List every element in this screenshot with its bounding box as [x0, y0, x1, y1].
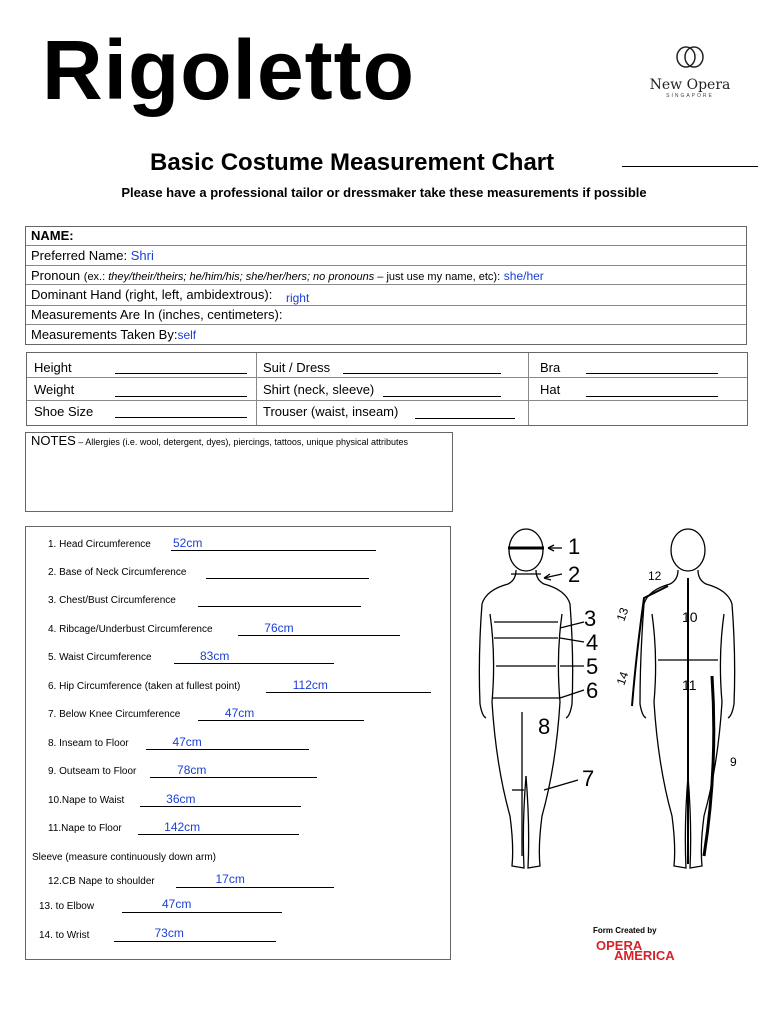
bra-field[interactable]	[586, 373, 718, 374]
measurement-value: 36cm	[166, 792, 196, 806]
measurement-field[interactable]	[150, 777, 317, 778]
measurement-field[interactable]	[198, 606, 361, 607]
pronoun-hint-post: – just use my name, etc):	[374, 271, 501, 283]
diagram-number-label: 5	[586, 654, 599, 679]
new-opera-mark-icon	[670, 42, 710, 72]
diagram-number-label: 1	[568, 534, 581, 559]
taken-by-row[interactable]	[26, 325, 746, 344]
shoe-size-field[interactable]	[115, 417, 247, 418]
dominant-hand-label: Dominant Hand (right, left, ambidextrous):	[31, 287, 273, 302]
subtitle-rule	[622, 166, 758, 167]
sleeve-field[interactable]	[176, 887, 334, 888]
measurement-value: 142cm	[164, 820, 201, 834]
measurement-field[interactable]	[171, 550, 376, 551]
shirt-label: Shirt (neck, sleeve)	[263, 382, 375, 397]
measurement-label: 11.Nape to Floor	[48, 823, 122, 834]
name-label: NAME:	[31, 228, 74, 243]
measurement-field[interactable]	[266, 692, 431, 693]
pronoun-label: Pronoun	[31, 268, 81, 283]
sizes-table	[26, 352, 748, 426]
dominant-hand-row[interactable]	[26, 285, 746, 306]
body-diagram	[468, 526, 758, 882]
measurement-item	[48, 567, 186, 578]
shoe-size-label: Shoe Size	[34, 404, 94, 419]
measurement-value: 47cm	[172, 735, 202, 749]
measurement-value: 76cm	[264, 621, 294, 635]
measurement-field[interactable]	[238, 635, 400, 636]
suit-field[interactable]	[343, 373, 501, 374]
weight-field[interactable]	[115, 396, 247, 397]
front-figure	[479, 529, 572, 868]
diagram-number-label: 14	[613, 669, 632, 688]
opera-america-logo	[596, 938, 675, 963]
measurement-label: 9. Outseam to Floor	[48, 766, 137, 777]
measurement-item	[48, 652, 152, 663]
pronoun-hint-italic: they/their/theirs; he/him/his; she/her/hers; no pronouns	[108, 271, 375, 283]
measurement-field[interactable]	[146, 749, 309, 750]
pronoun-hint-pre: (ex.:	[83, 271, 109, 283]
measurement-item	[48, 766, 136, 777]
name-row[interactable]	[26, 227, 746, 246]
units-label: Measurements Are In (inches, centimeters):	[31, 307, 283, 322]
measurement-value: 83cm	[200, 649, 230, 663]
diagram-number-label: 7	[582, 766, 595, 791]
sizes-row-divider	[27, 400, 747, 401]
measurement-value: 78cm	[177, 763, 207, 777]
measurement-value: 52cm	[173, 536, 203, 550]
height-field[interactable]	[115, 373, 247, 374]
logo-name: New Opera	[649, 77, 731, 93]
sleeve-value: 47cm	[162, 897, 192, 911]
weight-label: Weight	[34, 382, 75, 397]
page-title: Rigoletto	[42, 23, 415, 117]
sleeve-value: 17cm	[215, 872, 245, 886]
pronoun-row[interactable]	[26, 266, 746, 285]
opera-logo-line1: OPERA	[596, 938, 643, 953]
measurement-field[interactable]	[174, 663, 334, 664]
preferred-name-row[interactable]	[26, 246, 746, 266]
sleeve-item	[39, 930, 89, 941]
measurement-label: 10.Nape to Waist	[48, 795, 125, 806]
credit-label: Form Created by	[593, 926, 657, 935]
dominant-hand-value: right	[285, 291, 310, 305]
measurement-item	[48, 795, 124, 806]
hat-field[interactable]	[586, 396, 718, 397]
sleeve-heading: Sleeve (measure continuously down arm)	[32, 852, 216, 863]
height-label: Height	[34, 360, 72, 375]
hat-label: Hat	[540, 382, 561, 397]
measurement-item	[48, 738, 129, 749]
sizes-divider	[528, 353, 529, 425]
diagram-number-label: 6	[586, 678, 599, 703]
measurement-label: 5. Waist Circumference	[48, 652, 152, 663]
measurement-label: 7. Below Knee Circumference	[48, 709, 181, 720]
bra-label: Bra	[540, 360, 561, 375]
measurement-label: 8. Inseam to Floor	[48, 738, 129, 749]
diagram-number-label: 8	[538, 714, 551, 739]
notes-label: NOTES	[31, 433, 76, 448]
measurement-item	[48, 595, 176, 606]
measurement-label: 3. Chest/Bust Circumference	[48, 595, 176, 606]
measurement-label: 6. Hip Circumference (taken at fullest point)	[48, 681, 241, 692]
diagram-number-label: 13	[613, 605, 632, 624]
measurement-value: 112cm	[292, 678, 328, 692]
sizes-row-divider	[27, 377, 747, 378]
notes-box[interactable]	[25, 432, 453, 512]
sleeve-field[interactable]	[114, 941, 276, 942]
sleeve-field[interactable]	[122, 912, 282, 913]
preferred-name-label: Preferred Name:	[31, 248, 128, 263]
diagram-numbers	[538, 534, 737, 791]
instruction-text: Please have a professional tailor or dressmaker take these measurements if possible	[121, 185, 647, 200]
pronoun-value: she/her	[503, 269, 544, 283]
chart-subtitle: Basic Costume Measurement Chart	[150, 149, 555, 176]
trouser-field[interactable]	[415, 418, 515, 419]
diagram-number-label: 11	[682, 677, 697, 693]
trouser-label: Trouser (waist, inseam)	[263, 404, 399, 419]
measurement-field[interactable]	[138, 834, 299, 835]
sleeve-label: 14. to Wrist	[39, 930, 90, 941]
shirt-field[interactable]	[383, 396, 501, 397]
sizes-divider	[256, 353, 257, 425]
sleeve-label: 12.CB Nape to shoulder	[48, 876, 155, 887]
new-opera-logo	[638, 42, 742, 106]
diagram-number-label: 10	[682, 609, 698, 625]
info-table	[25, 226, 747, 345]
suit-label: Suit / Dress	[263, 360, 331, 375]
sleeve-value: 73cm	[154, 926, 184, 940]
preferred-name-value: Shri	[130, 248, 154, 263]
sleeve-item	[39, 901, 94, 912]
logo-sub: SINGAPORE	[666, 93, 714, 99]
diagram-number-label: 4	[586, 630, 599, 655]
measurement-field[interactable]	[140, 806, 301, 807]
diagram-number-label: 12	[648, 569, 662, 583]
sleeve-item	[48, 876, 155, 887]
diagram-number-label: 3	[584, 606, 597, 631]
diagram-number-label: 2	[568, 562, 581, 587]
measurement-label: 2. Base of Neck Circumference	[48, 567, 187, 578]
measurement-field[interactable]	[198, 720, 364, 721]
measurement-item	[48, 709, 180, 720]
taken-by-label: Measurements Taken By:	[31, 327, 178, 342]
notes-text: – Allergies (i.e. wool, detergent, dyes), piercings, tattoos, unique physical attributes	[75, 437, 408, 447]
measurement-label: 4. Ribcage/Underbust Circumference	[48, 624, 213, 635]
measurement-item	[48, 539, 151, 550]
measurement-value: 47cm	[224, 706, 255, 720]
measurement-list	[25, 526, 451, 960]
opera-logo-line2: AMERICA	[614, 948, 675, 963]
taken-by-value: self	[177, 328, 197, 342]
measurement-item	[48, 681, 240, 692]
units-row[interactable]	[26, 306, 746, 325]
measurement-field[interactable]	[206, 578, 369, 579]
diagram-number-label: 9	[730, 755, 737, 769]
measurement-item	[48, 624, 213, 635]
sleeve-label: 13. to Elbow	[39, 901, 95, 912]
measurement-item	[48, 823, 122, 834]
measurement-label: 1. Head Circumference	[48, 539, 151, 550]
